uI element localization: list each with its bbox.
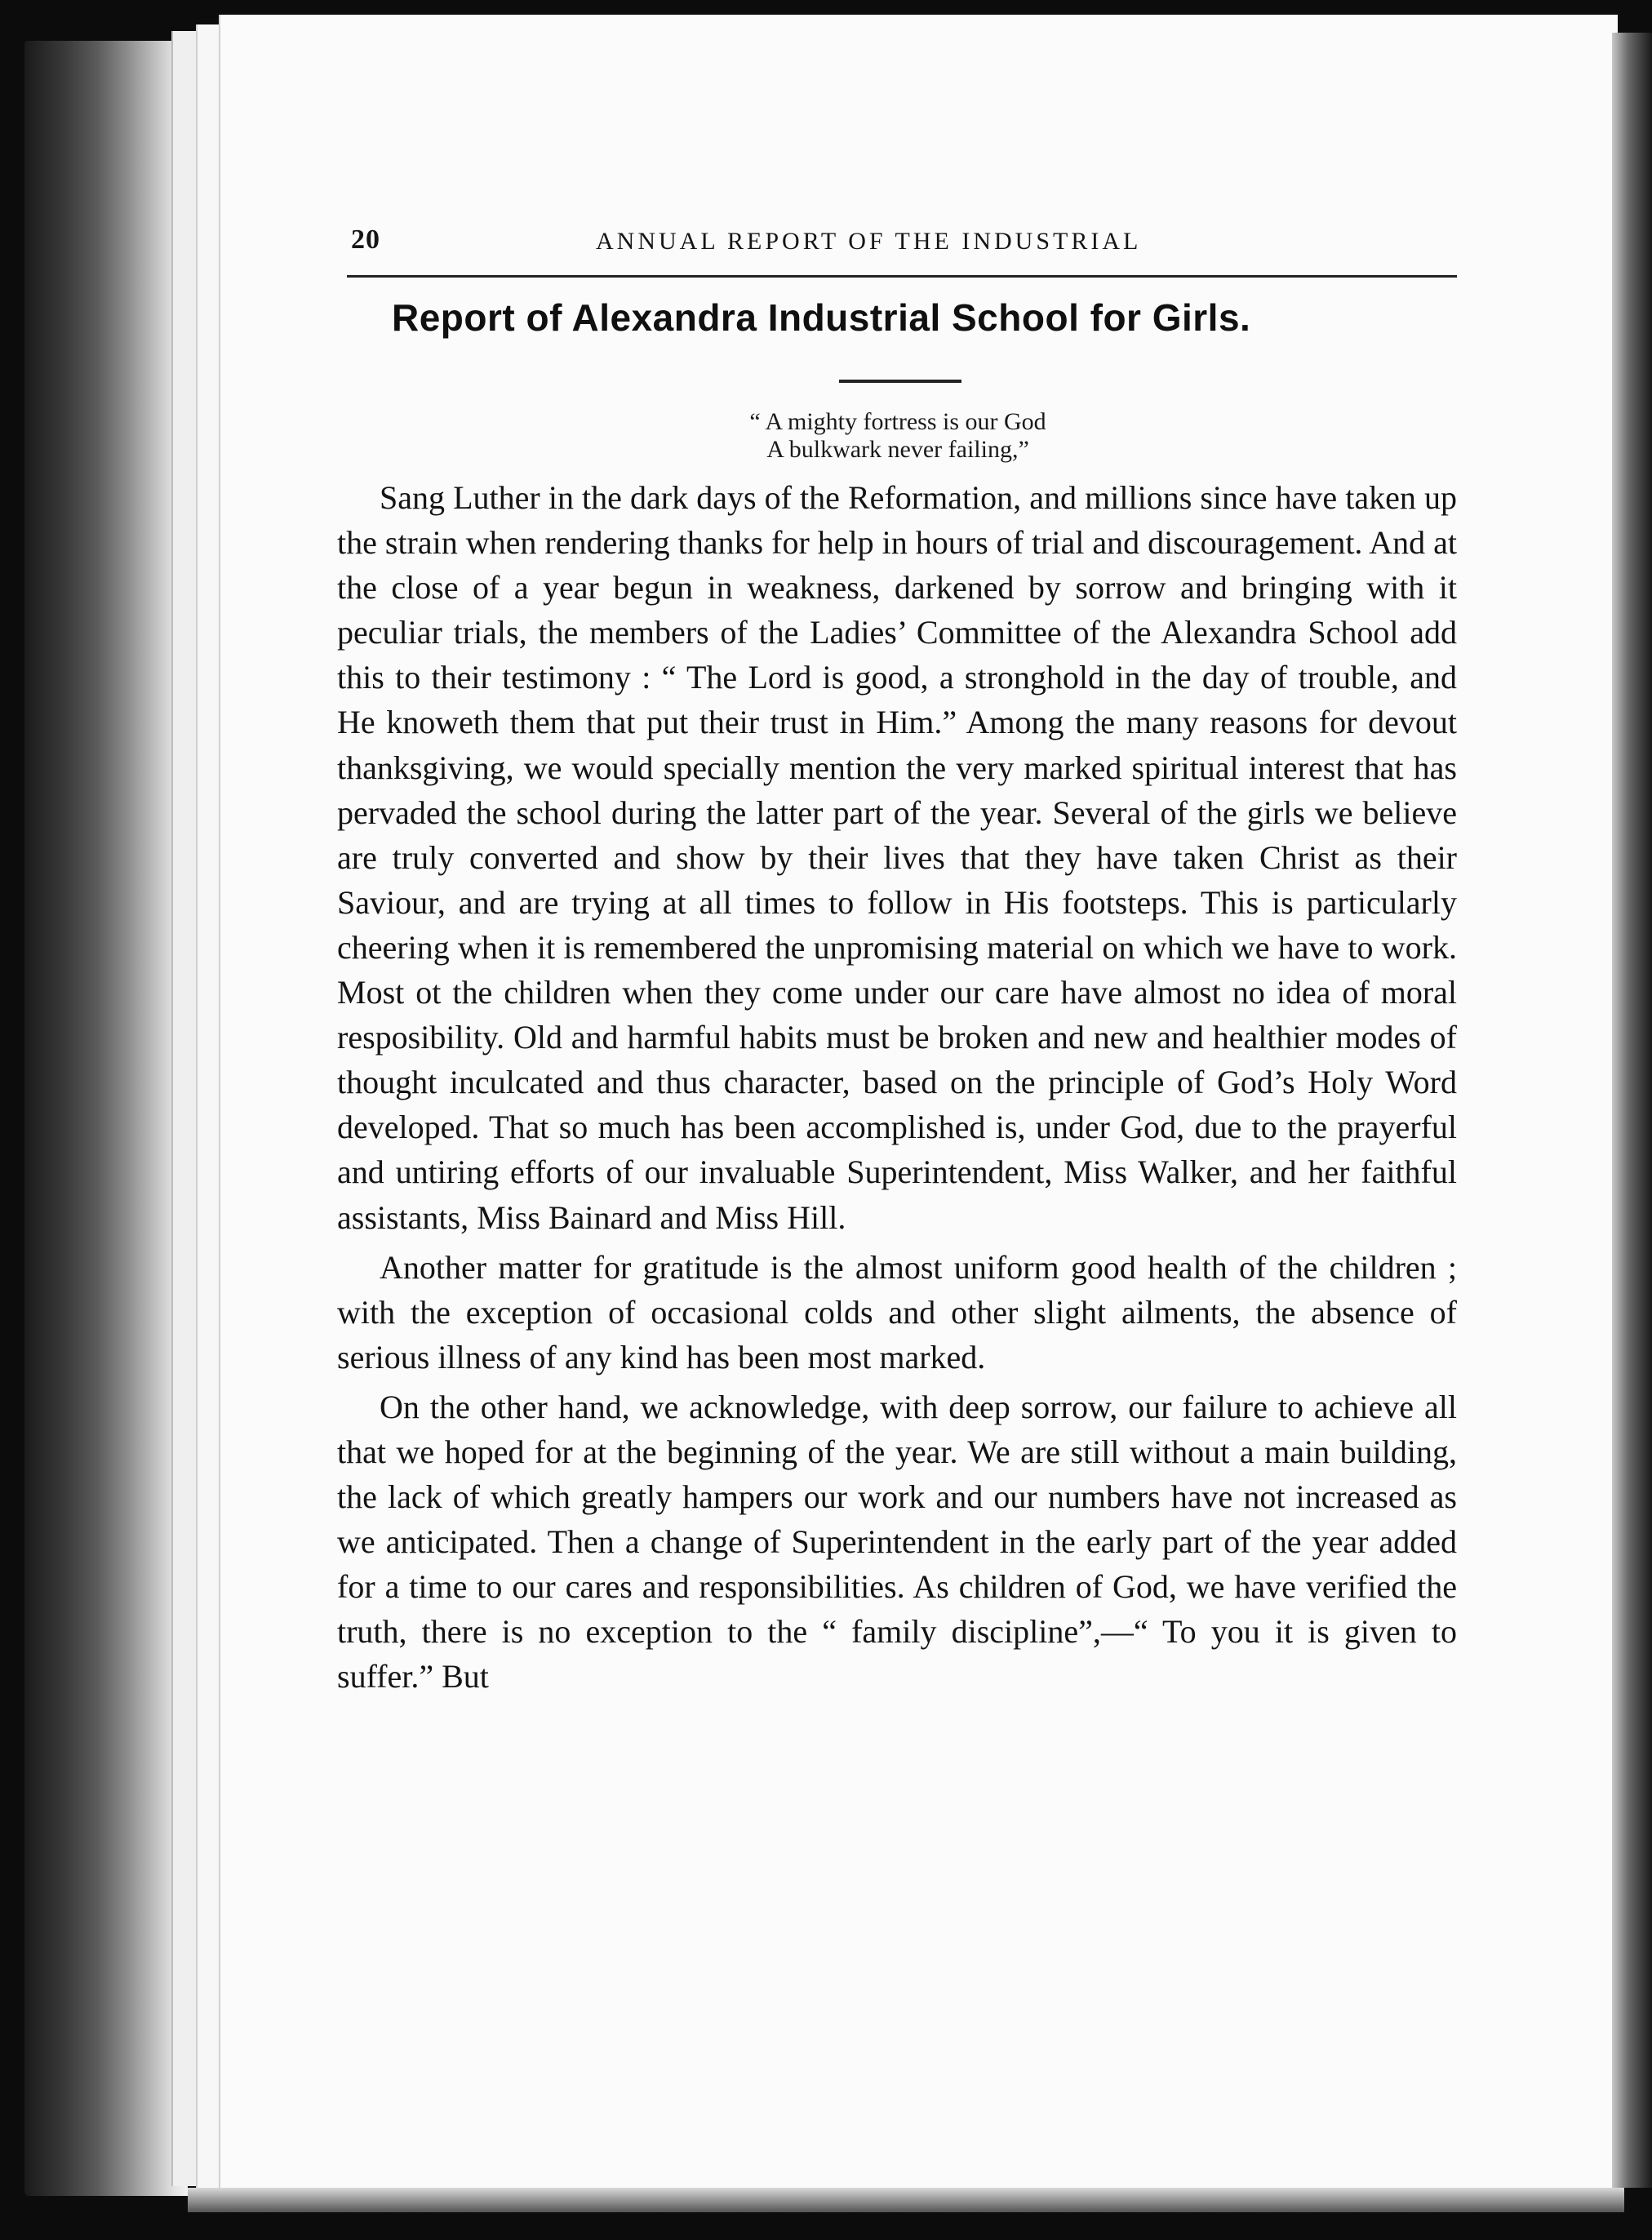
right-page-shadow bbox=[1612, 33, 1652, 2188]
paragraph: On the other hand, we acknowledge, with deep sorrow, our failure to achieve all that we hoped for at the beginning of the year. We are still without a main building, the lack of which greatly hampers our work and our numbers have not increased as we anticipated. Then a change of Superintendent in the early part of the year added for a time to our cares and responsibilities. As children of God, we have verified the truth, there is no exception to the “ family discipline”,—“ To you it is given to suffer.” But bbox=[337, 1388, 1457, 1696]
epigraph-line: A bulkwark never failing,” bbox=[766, 436, 1029, 463]
paragraph: Another matter for gratitude is the almost uniform good health of the children ; with the exception of occasional colds and other slight ailments, the absence of serious illness of any kind has been most marked. bbox=[337, 1248, 1457, 1376]
paragraph: Sang Luther in the dark days of the Reformation, and millions since have taken up the strain when rendering thanks for help in hours of trial and discouragement. And at the close of a year begun in weakness, darkened by sorrow and bringing with it peculiar trials, the members of the Ladies’ Committee of the Alexandra School add this to their testimony : “ The Lord is good, a stronghold in the day of trouble, and He knoweth them that put their trust in Him.” Among the many reasons for devout thanksgiving, we would specially mention the very marked spiritual interest that has pervaded the school during the latter part of the year. Several of the girls we believe are truly converted and show by their lives that they have taken Christ as their Saviour, and are trying at all times to follow in His footsteps. This is particularly cheering when it is remembered the unpromising material on which we have to work. Most ot the children when they come under our care have almost no idea of moral resposibility. Old and harmful habits must be broken and new and healthier modes of thought inculcated and thus character, based on the principle of God’s Holy Word developed. That so much has been accomplished is, under God, due to the prayerful and untiring efforts of our invaluable Superintendent, Miss Walker, and her faithful assistants, Miss Bainard and Miss Hill. bbox=[337, 479, 1457, 1236]
epigraph-line: “ A mighty fortress is our God bbox=[749, 408, 1046, 435]
body-text bbox=[337, 475, 1457, 1700]
title-rule bbox=[839, 380, 961, 383]
report-title: Report of Alexandra Industrial School for Girls. bbox=[392, 296, 1251, 339]
epigraph bbox=[571, 408, 1224, 464]
running-title: ANNUAL REPORT OF THE INDUSTRIAL bbox=[596, 228, 1142, 255]
book-page-edges bbox=[24, 41, 188, 2196]
page-number: 20 bbox=[351, 224, 380, 255]
header-rule bbox=[347, 275, 1457, 278]
bottom-page-shadow bbox=[188, 2188, 1624, 2212]
running-head bbox=[351, 224, 1461, 273]
